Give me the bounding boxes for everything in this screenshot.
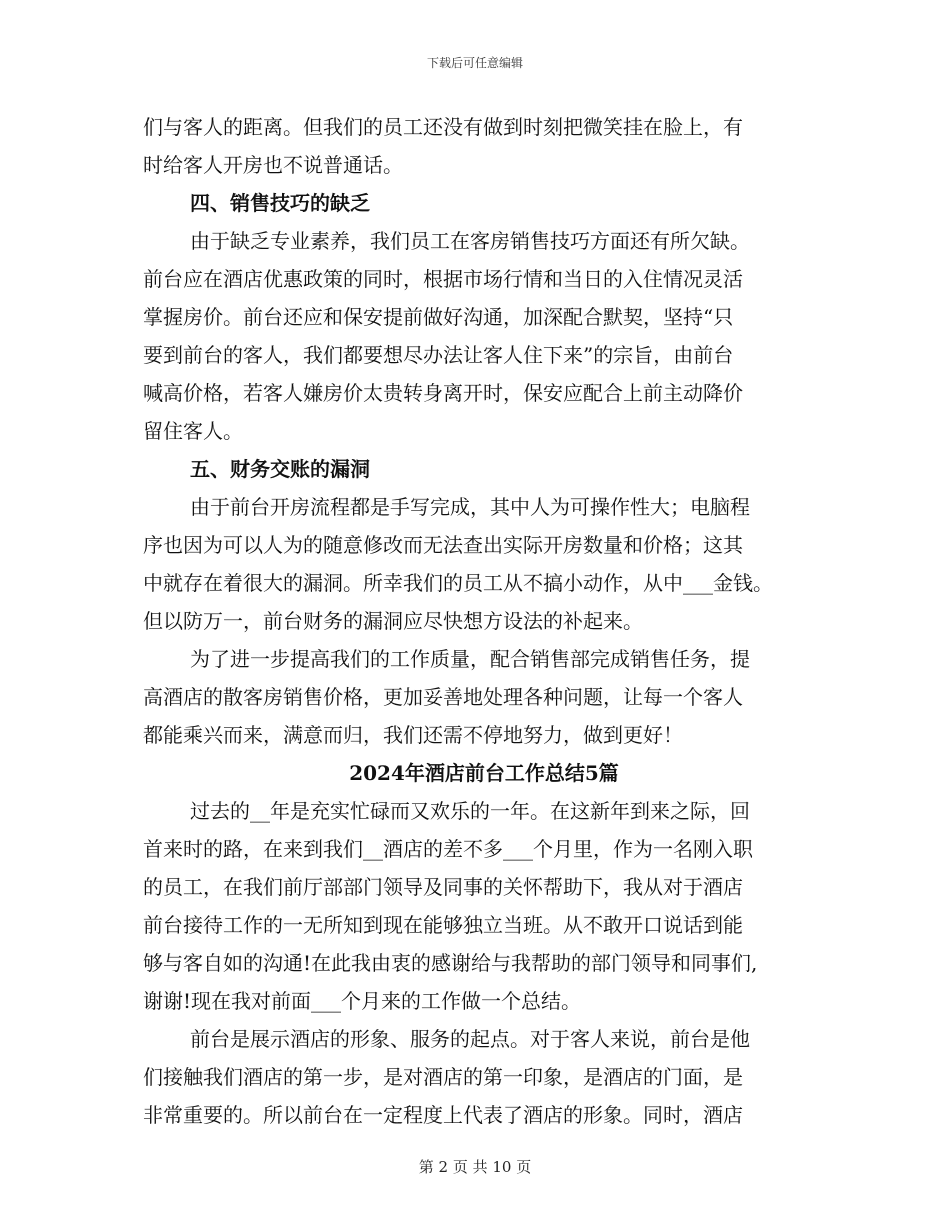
body-line: 都能乘兴而来，满意而归，我们还需不停地努力，做到更好！ — [143, 723, 683, 747]
body-line: 要到前台的客人，我们都要想尽办法让客人住下来”的宗旨，由前台 — [143, 343, 734, 367]
body-line: 喊高价格，若客人嫌房价太贵转身离开时，保安应配合上前主动降价 — [143, 381, 743, 405]
body-line: 们接触我们酒店的第一步，是对酒店的第一印象，是酒店的门面，是 — [143, 1065, 743, 1089]
body-line: 谢谢!现在我对前面___个月来的工作做一个总结。 — [143, 989, 582, 1013]
body-line: 时给客人开房也不说普通话。 — [143, 153, 403, 177]
body-line: 由于前台开房流程都是手写完成，其中人为可操作性大；电脑程 — [190, 495, 750, 519]
body-line: 序也因为可以人为的随意修改而无法查出实际开房数量和价格；这其 — [143, 533, 743, 557]
body-line: 前台应在酒店优惠政策的同时，根据市场行情和当日的入住情况灵活 — [143, 267, 743, 291]
page-header: 下载后可任意编辑 — [426, 56, 523, 70]
body-line: 高酒店的散客房销售价格，更加妥善地处理各种问题，让每一个客人 — [143, 685, 743, 709]
body-line: 非常重要的。所以前台在一定程度上代表了酒店的形象。同时，酒店 — [143, 1103, 743, 1127]
document-body — [143, 108, 813, 1134]
body-line: 过去的__年是充实忙碌而又欢乐的一年。在这新年到来之际，回 — [190, 799, 750, 823]
body-line: 但以防万一，前台财务的漏洞应尽快想方设法的补起来。 — [143, 609, 643, 633]
body-line: 由于缺乏专业素养，我们员工在客房销售技巧方面还有所欠缺。 — [190, 229, 750, 253]
body-line: 掌握房价。前台还应和保安提前做好沟通，加深配合默契，坚持“只 — [143, 305, 734, 329]
section-heading-4: 四、销售技巧的缺乏 — [190, 191, 370, 215]
body-line: 为了进一步提高我们的工作质量，配合销售部完成销售任务，提 — [190, 647, 750, 671]
body-line: 首来时的路，在来到我们__酒店的差不多___个月里，作为一名刚入职 — [143, 837, 753, 861]
body-line: 们与客人的距离。但我们的员工还没有做到时刻把微笑挂在脸上，有 — [143, 115, 743, 139]
section-heading-5: 五、财务交账的漏洞 — [190, 457, 370, 481]
body-line: 中就存在着很大的漏洞。所幸我们的员工从不搞小动作，从中___金钱。 — [143, 571, 773, 595]
body-line: 前台是展示酒店的形象、服务的起点。对于客人来说，前台是他 — [190, 1027, 750, 1051]
page-footer: 第 2 页 共 10 页 — [418, 1158, 532, 1176]
body-line: 的员工，在我们前厅部部门领导及同事的关怀帮助下，我从对于酒店 — [143, 875, 743, 899]
document-title: 2024年酒店前台工作总结5篇 — [349, 761, 619, 785]
body-line: 够与客自如的沟通!在此我由衷的感谢给与我帮助的部门领导和同事们, — [143, 951, 758, 975]
body-line: 前台接待工作的一无所知到现在能够独立当班。从不敢开口说话到能 — [143, 913, 743, 937]
body-line: 留住客人。 — [143, 419, 243, 443]
